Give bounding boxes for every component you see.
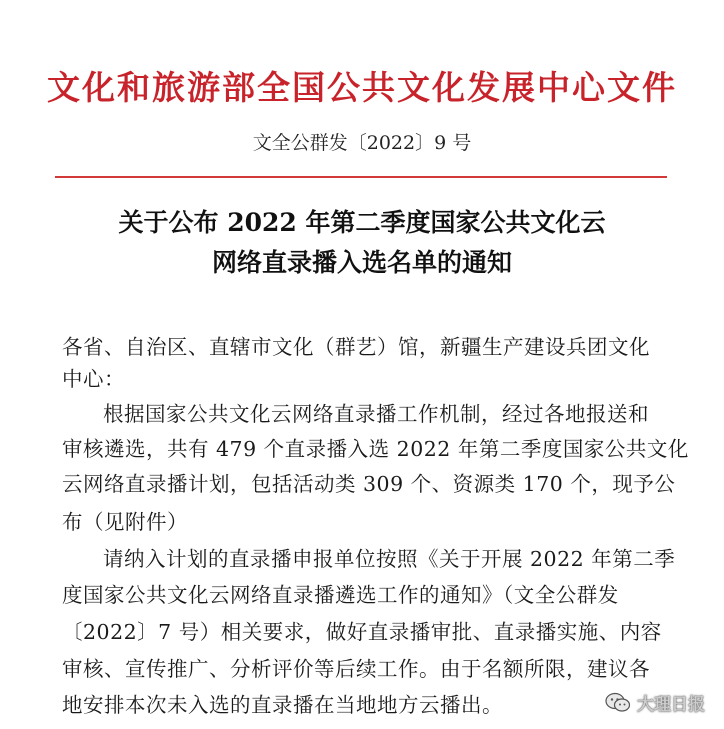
paragraph-1-line-3: 云网络直录播计划，包括活动类 309 个、资源类 170 个，现予公 — [62, 472, 676, 496]
paragraph-1-line-4: 布（见附件） — [62, 510, 188, 534]
paragraph-2-line-4: 审核、宣传推广、分析评价等后续工作。由于名额所限，建议各 — [62, 657, 650, 681]
addressee-line-2: 中心： — [62, 367, 125, 391]
paragraph-2-line-2: 度国家公共文化云网络直录播遴选工作的通知》（文全公群发 — [62, 583, 619, 607]
issuer-header: 文化和旅游部全国公共文化发展中心文件 — [47, 68, 677, 107]
watermark-text: 大理日报 — [637, 695, 705, 715]
paragraph-1-line-1: 根据国家公共文化云网络直录播工作机制，经过各地报送和 — [103, 402, 649, 426]
paragraph-2-line-1: 请纳入计划的直录播申报单位按照《关于开展 2022 年第二季 — [103, 547, 676, 571]
document-number: 文全公群发〔2022〕9 号 — [252, 132, 472, 154]
wechat-icon — [605, 692, 631, 714]
notice-title-line-2: 网络直录播入选名单的通知 — [211, 248, 512, 277]
paragraph-2-line-3: 〔2022〕7 号）相关要求，做好直录播审批、直录播实施、内容 — [62, 620, 662, 644]
red-divider — [55, 176, 667, 178]
paragraph-2-line-5: 地安排本次未入选的直录播在当地地方云播出。 — [62, 693, 503, 717]
paragraph-1-line-2: 审核遴选，共有 479 个直录播入选 2022 年第二季度国家公共文化 — [62, 437, 689, 461]
addressee-line-1: 各省、自治区、直辖市文化（群艺）馆，新疆生产建设兵团文化 — [62, 335, 650, 359]
notice-title-line-1: 关于公布 2022 年第二季度国家公共文化云 — [118, 208, 606, 237]
newspaper-watermark — [605, 690, 705, 715]
